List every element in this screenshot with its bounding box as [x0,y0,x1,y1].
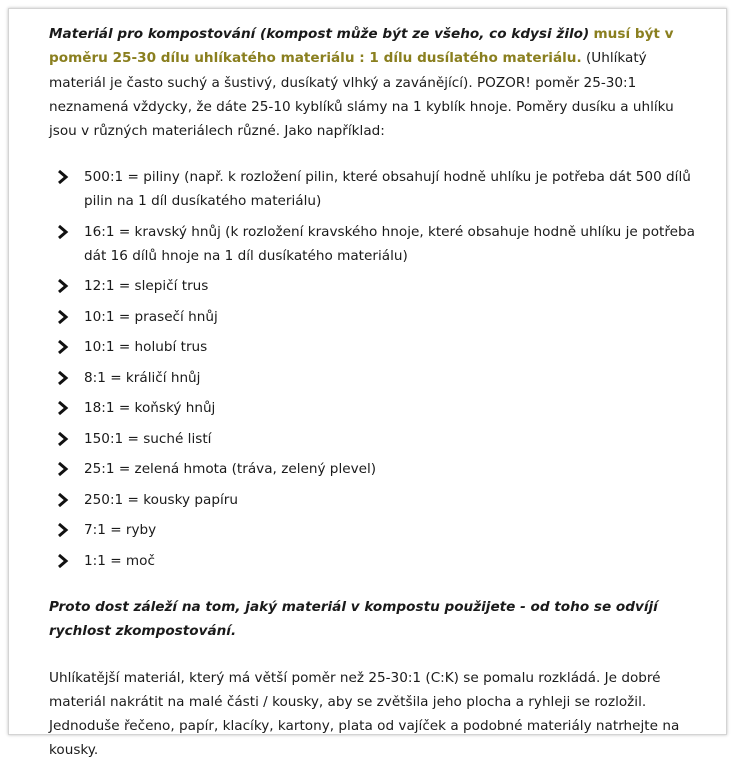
ratio-text: 18:1 = koňský hnůj [84,400,216,417]
chevron-right-icon [56,492,70,508]
ratio-text: 250:1 = kousky papíru [84,491,238,508]
ratio-text: 500:1 = piliny (např. k rozložení pilin, které obsahují hodně uhlíku je potřeba dát 500 dílů pilin na 1 díl dusíkatého materiálu) [84,169,691,210]
ratio-list-item [49,220,704,268]
chevron-right-icon [56,400,70,416]
outro-paragraph: Uhlíkatější materiál, který má větší poměr než 25-30:1 (C:K) se pomalu rozkládá. Je dobré materiál nakrátit na malé části / kousky, aby se zvětšila jeho plocha a ryhleji se rozložil. Jednoduše řečeno, papír, klacíky, kartony, plata od vajíček a podobné materiály natrhejte na kousky. [49,669,680,759]
ratio-list-item [49,518,704,542]
chevron-right-icon [56,553,70,569]
article-panel [8,8,727,759]
ratio-text: 10:1 = prasečí hnůj [84,308,218,325]
ratio-list-item [49,549,704,573]
intro-lead: Materiál pro kompostování (kompost může být ze všeho, co kdysi žilo) [49,26,590,42]
ratio-text: 12:1 = slepičí trus [84,278,209,295]
chevron-right-icon [56,224,70,240]
ratio-list-item [49,488,704,512]
ratio-text: 8:1 = králičí hnůj [84,369,201,386]
ratio-list-item [49,427,704,451]
intro-body: (Uhlíkatý materiál je často suchý a šustivý, dusíkatý vlhký a zavánějící). POZOR! poměr 25-30:1 neznamená vždycky, že dáte 25-10 kyblíků slámy na 1 kyblík hnoje. Poměry dusíku a uhlíku jsou v různých materiálech různé. Jako například: [49,50,674,140]
ratio-list-item [49,396,704,420]
chevron-right-icon [56,169,70,185]
chevron-right-icon [56,461,70,477]
chevron-right-icon [56,278,70,294]
ratio-text: 25:1 = zelená hmota (tráva, zelený plevel) [84,461,377,478]
ratio-list-item [49,335,704,359]
ratio-list-item [49,305,704,329]
chevron-right-icon [56,522,70,538]
ratio-list-item [49,165,704,213]
ratio-text: 150:1 = suché listí [84,430,212,447]
ratio-text: 7:1 = ryby [84,522,157,539]
intro-paragraph [49,22,704,143]
ratio-list [49,165,704,573]
chevron-right-icon [56,370,70,386]
chevron-right-icon [56,339,70,355]
ratio-list-item [49,274,704,298]
chevron-right-icon [56,309,70,325]
article-content [9,9,726,763]
ratio-text: 1:1 = moč [84,552,155,569]
intro-ratio-highlight: musí být v poměru 25-30 dílu uhlíkatého materiálu : 1 dílu dusílatého materiálu. [49,26,674,67]
ratio-list-item [49,366,704,390]
ratio-text: 16:1 = kravský hnůj (k rozložení kravského hnoje, které obsahuje hodně uhlíku je potřeba dát 16 dílů hnoje na 1 díl dusíkatého materiálu) [84,223,695,264]
ratio-text: 10:1 = holubí trus [84,339,208,356]
outro-emphasis: Proto dost záleží na tom, jaký materiál v kompostu použijete - od toho se odvíjí rychlost zkompostování. [49,598,658,640]
ratio-list-item [49,457,704,481]
chevron-right-icon [56,431,70,447]
